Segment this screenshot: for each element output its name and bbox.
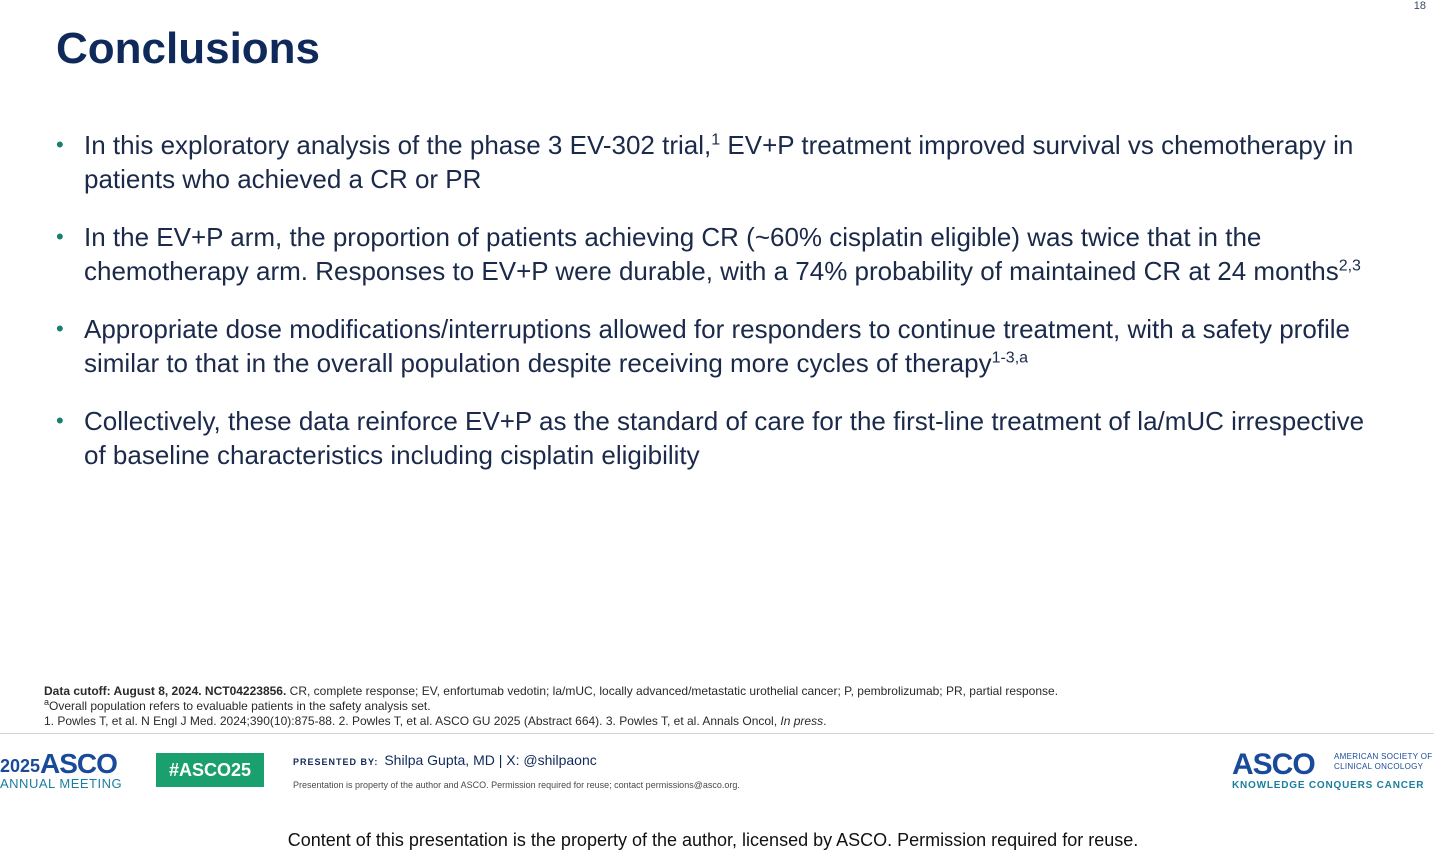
presenter-info xyxy=(293,752,597,768)
bullet-icon: • xyxy=(56,408,64,433)
footnote-line-1 xyxy=(44,684,1058,699)
footer-divider xyxy=(0,733,1434,734)
footnote-line-2 xyxy=(44,699,1058,714)
bullet-text: In this exploratory analysis of the phase 3 EV-302 trial, xyxy=(84,130,712,160)
data-cutoff: Data cutoff: August 8, 2024. NCT04223856. xyxy=(44,684,287,698)
footnote-line-3 xyxy=(44,714,1058,729)
bullet-icon: • xyxy=(56,224,64,249)
bullet-icon: • xyxy=(56,132,64,157)
bullet-text-cont: EV+P treatment improved survival vs chemotherapy in patients who achieved a CR or PR xyxy=(84,130,1354,194)
presenter-name: Shilpa Gupta, MD | X: @shilpaonc xyxy=(384,752,597,768)
footnotes xyxy=(44,684,1058,729)
society-line-1: AMERICAN SOCIETY OF xyxy=(1334,752,1433,761)
bullet-icon: • xyxy=(56,316,64,341)
asco-society-logo xyxy=(1232,748,1436,792)
superscript: 2,3 xyxy=(1338,257,1361,275)
asco-annual-meeting-logo xyxy=(0,748,130,792)
in-press: In press xyxy=(780,714,824,728)
tagline: KNOWLEDGE CONQUERS CANCER xyxy=(1232,780,1425,791)
list-item xyxy=(56,312,1386,380)
conclusions-list xyxy=(56,128,1386,472)
hashtag-badge: #ASCO25 xyxy=(156,753,264,787)
logo-year: 2025 xyxy=(0,756,41,776)
bullet-text: Appropriate dose modifications/interruptions allowed for responders to continue treatment, with a safety profile similar to that in the overall population despite receiving more cycles of therapy xyxy=(84,314,1351,378)
footnote-a: Overall population refers to evaluable patients in the safety analysis set. xyxy=(49,699,431,713)
references-end: . xyxy=(823,714,827,728)
logo-asco-right: ASCO xyxy=(1232,748,1315,781)
list-item xyxy=(56,404,1386,472)
bullet-text: Collectively, these data reinforce EV+P as the standard of care for the first-line treatment of la/mUC irrespective of baseline characteristics including cisplatin eligibility xyxy=(84,406,1365,470)
logo-asco: ASCO xyxy=(40,748,117,779)
footnote-marker: a xyxy=(44,697,50,707)
presented-by-label: PRESENTED BY: xyxy=(293,757,379,767)
logo-annual-meeting: ANNUAL MEETING xyxy=(0,776,123,791)
copyright-notice: Content of this presentation is the property of the author, licensed by ASCO. Permission required for reuse. xyxy=(287,830,1139,850)
superscript: 1 xyxy=(711,131,721,149)
society-name xyxy=(1334,752,1432,772)
page-title: Conclusions xyxy=(56,24,321,73)
list-item xyxy=(56,220,1386,288)
references: 1. Powles T, et al. N Engl J Med. 2024;390(10):875-88. 2. Powles T, et al. ASCO GU 2025 (Abstract 664). 3. Powles T, et al. Annals Oncol, xyxy=(44,714,781,728)
property-note: Presentation is property of the author and ASCO. Permission required for reuse; contact permissions@asco.org. xyxy=(293,780,740,790)
society-line-2: CLINICAL ONCOLOGY xyxy=(1334,762,1424,771)
slide-number: 18 xyxy=(1413,0,1426,12)
list-item xyxy=(56,128,1386,196)
superscript: 1-3,a xyxy=(991,349,1029,367)
bullet-text: In the EV+P arm, the proportion of patients achieving CR (~60% cisplatin eligible) was twice that in the chemotherapy arm. Responses to EV+P were durable, with a 74% probability of maintained CR at 24 months xyxy=(84,222,1339,286)
abbreviations: CR, complete response; EV, enfortumab vedotin; la/mUC, locally advanced/metastatic urothelial cancer; P, pembrolizumab; PR, partial response. xyxy=(286,684,1059,698)
